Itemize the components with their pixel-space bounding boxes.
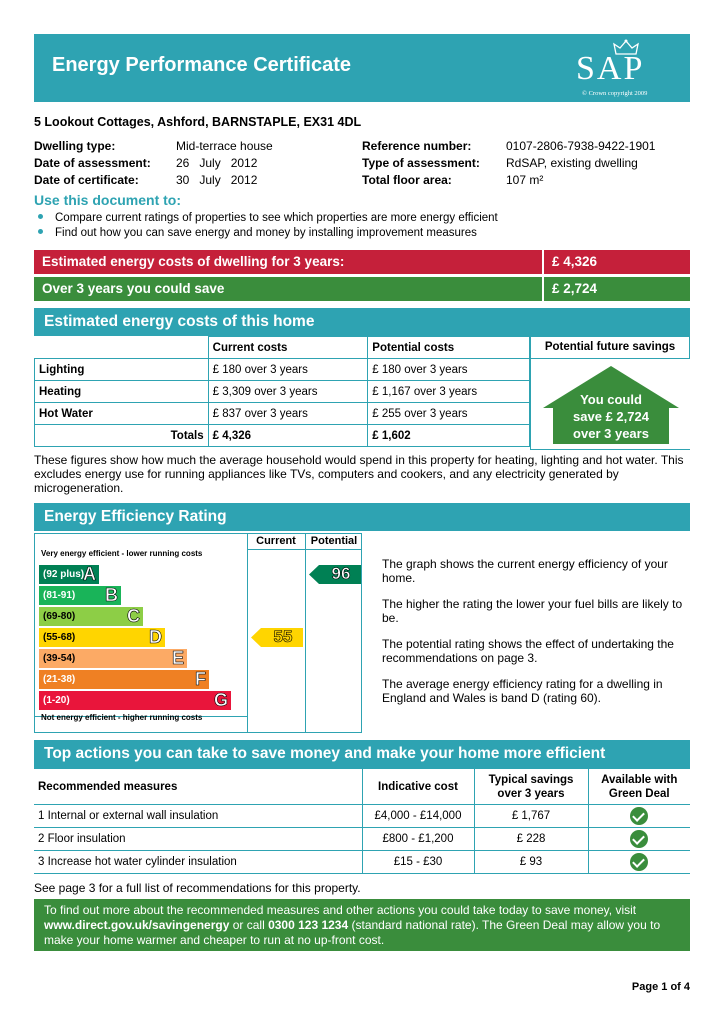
bullet-item [38,212,498,224]
band-range: (21-38) [43,674,76,685]
totals-current: £ 4,326 [208,425,368,447]
bullet-icon [38,214,43,219]
savings-line: You could [580,392,642,407]
estimated-costs-label: Estimated energy costs of dwelling for 3 years: [34,250,542,274]
detail-row [34,173,354,190]
empty-header [35,337,209,359]
table-row [34,828,690,851]
band-range: (1-20) [43,695,70,706]
more-info-box [34,899,690,951]
rating-value: 55 [273,627,293,646]
detail-row [362,156,692,173]
bullet-text: Find out how you can save energy and money by installing improvement measures [55,227,477,239]
row-label: Heating [35,381,209,403]
current-column-header: Current [256,535,296,547]
table-row [35,359,530,381]
detail-row [34,139,354,156]
column-divider [247,534,248,732]
table-row [35,403,530,425]
rating-band-b [39,586,121,605]
detail-label: Type of assessment: [362,156,480,170]
actions-table [34,768,690,874]
table-header-row [35,337,530,359]
certificate-header [34,34,690,102]
use-document-heading: Use this document to: [34,192,182,208]
current-cost: £ 837 over 3 years [208,403,368,425]
totals-row [35,425,530,447]
detail-label: Reference number: [362,139,472,153]
bullet-icon [38,229,43,234]
details-right [362,139,692,190]
current-rating-arrow [251,628,303,647]
green-deal-cell [588,851,690,874]
indicative-cost: £15 - £30 [362,851,474,874]
phone-number: 0300 123 1234 [268,918,349,932]
detail-value: 107 m² [506,173,544,187]
band-range: (69-80) [43,611,76,622]
measure-name: 3 Increase hot water cylinder insulation [34,851,362,874]
column-divider [305,534,306,732]
actions-section-title: Top actions you can take to save money and make your home more efficient [34,740,690,768]
band-letter: E [171,648,184,668]
detail-label: Date of assessment: [34,156,151,170]
sap-logo [576,40,676,98]
current-cost: £ 3,309 over 3 years [208,381,368,403]
band-letter: F [195,669,206,689]
band-letter: D [149,627,162,647]
table-row [34,851,690,874]
band-letter: A [83,564,96,584]
green-deal-cell [588,828,690,851]
measure-name: 1 Internal or external wall insulation [34,805,362,828]
totals-label: Totals [35,425,209,447]
costs-note: These figures show how much the average household would spend in this property for heating, lighting and hot water. This excludes energy use for running appliances like TVs, computers and cookers, and any electricity generated by microgeneration. [34,453,684,495]
header-divider [247,549,362,550]
info-text: (standard national rate). The Green Deal may allow you to make your home warmer and cheaper to run at no up-front cost. [44,918,661,947]
column-header: Typical savings over 3 years [474,769,588,805]
costs-section-title: Estimated energy costs of this home [34,308,690,336]
savings-line: save £ 2,724 [573,409,649,424]
detail-value: 26 July 2012 [176,156,258,170]
indicative-cost: £800 - £1,200 [362,828,474,851]
green-deal-cell [588,805,690,828]
table-row [34,805,690,828]
potential-cost: £ 1,167 over 3 years [368,381,530,403]
indicative-cost: £4,000 - £14,000 [362,805,474,828]
totals-potential: £ 1,602 [368,425,530,447]
rating-band-g [39,691,231,710]
band-range: (81-91) [43,590,76,601]
table-row [35,381,530,403]
detail-label: Dwelling type: [34,139,116,153]
detail-label: Date of certificate: [34,173,139,187]
column-header: Available with Green Deal [588,769,690,805]
measure-name: 2 Floor insulation [34,828,362,851]
detail-value: 30 July 2012 [176,173,258,187]
details-left [34,139,354,190]
estimated-costs-value: £ 4,326 [544,250,690,274]
rating-chart [34,533,362,733]
detail-label: Total floor area: [362,173,452,187]
potential-cost: £ 180 over 3 years [368,359,530,381]
band-range: (55-68) [43,632,76,643]
row-label: Hot Water [35,403,209,425]
costs-table [34,336,530,447]
band-letter: B [105,585,118,605]
band-letter: C [127,606,140,626]
band-letter: G [213,690,228,710]
detail-value: Mid-terrace house [176,139,273,153]
bullet-text: Compare current ratings of properties to see which properties are more energy efficient [55,212,498,224]
crown-copyright: © Crown copyright 2009 [582,90,648,97]
current-cost: £ 180 over 3 years [208,359,368,381]
savings-column-header: Potential future savings [530,336,690,359]
check-icon [630,853,648,871]
detail-value: RdSAP, existing dwelling [506,156,638,170]
column-header: Potential costs [368,337,530,359]
rating-value: 96 [331,564,351,583]
rating-paragraph: The higher the rating the lower your fuel bills are likely to be. [382,597,683,625]
page-number: Page 1 of 4 [631,981,690,993]
info-text: or call [229,918,269,932]
check-icon [630,807,648,825]
table-header-row [34,769,690,805]
savings-callout [531,391,691,442]
detail-row [362,139,692,156]
rating-band-e [39,649,187,668]
typical-saving: £ 228 [474,828,588,851]
potential-rating-arrow [309,565,361,584]
potential-column-header: Potential [310,535,358,547]
detail-row [34,156,354,173]
rating-paragraph: The potential rating shows the effect of undertaking the recommendations on page 3. [382,637,674,665]
savingenergy-link[interactable]: www.direct.gov.uk/savingenergy [44,918,230,932]
see-page-note: See page 3 for a full list of recommendations for this property. [34,881,361,895]
rating-paragraph: The graph shows the current energy efficiency of your home. [382,557,668,585]
check-icon [630,830,648,848]
rating-band-f [39,670,209,689]
savings-value: £ 2,724 [544,277,690,301]
band-range: (39-54) [43,653,76,664]
row-label: Lighting [35,359,209,381]
rating-explanation [382,557,690,705]
column-header: Current costs [208,337,368,359]
page-title: Energy Performance Certificate [52,54,352,76]
bottom-efficiency-label: Not energy efficient - higher running costs [41,713,203,722]
detail-row [362,173,692,190]
savings-label: Over 3 years you could save [34,277,542,301]
sap-logo-text: SAP [576,50,645,87]
bullet-item [38,227,477,239]
rating-section-title: Energy Efficiency Rating [34,503,690,531]
reference-number: 0107-2806-7938-9422-1901 [506,139,656,153]
savings-line: over 3 years [573,426,649,441]
typical-saving: £ 93 [474,851,588,874]
rating-band-c [39,607,143,626]
rating-paragraph: The average energy efficiency rating for a dwelling in England and Wales is band D (rating 60). [382,677,663,705]
column-header: Indicative cost [362,769,474,805]
property-address: 5 Lookout Cottages, Ashford, BARNSTAPLE, EX31 4DL [34,115,362,129]
top-efficiency-label: Very energy efficient - lower running costs [41,549,203,558]
column-header: Recommended measures [34,769,362,805]
rating-band-d [39,628,165,647]
band-range: (92 plus) [43,569,85,580]
typical-saving: £ 1,767 [474,805,588,828]
savings-cell [530,358,690,450]
potential-cost: £ 255 over 3 years [368,403,530,425]
rating-band-a [39,565,99,584]
info-text: To find out more about the recommended measures and other actions you could take today to save money, visit [44,903,637,917]
